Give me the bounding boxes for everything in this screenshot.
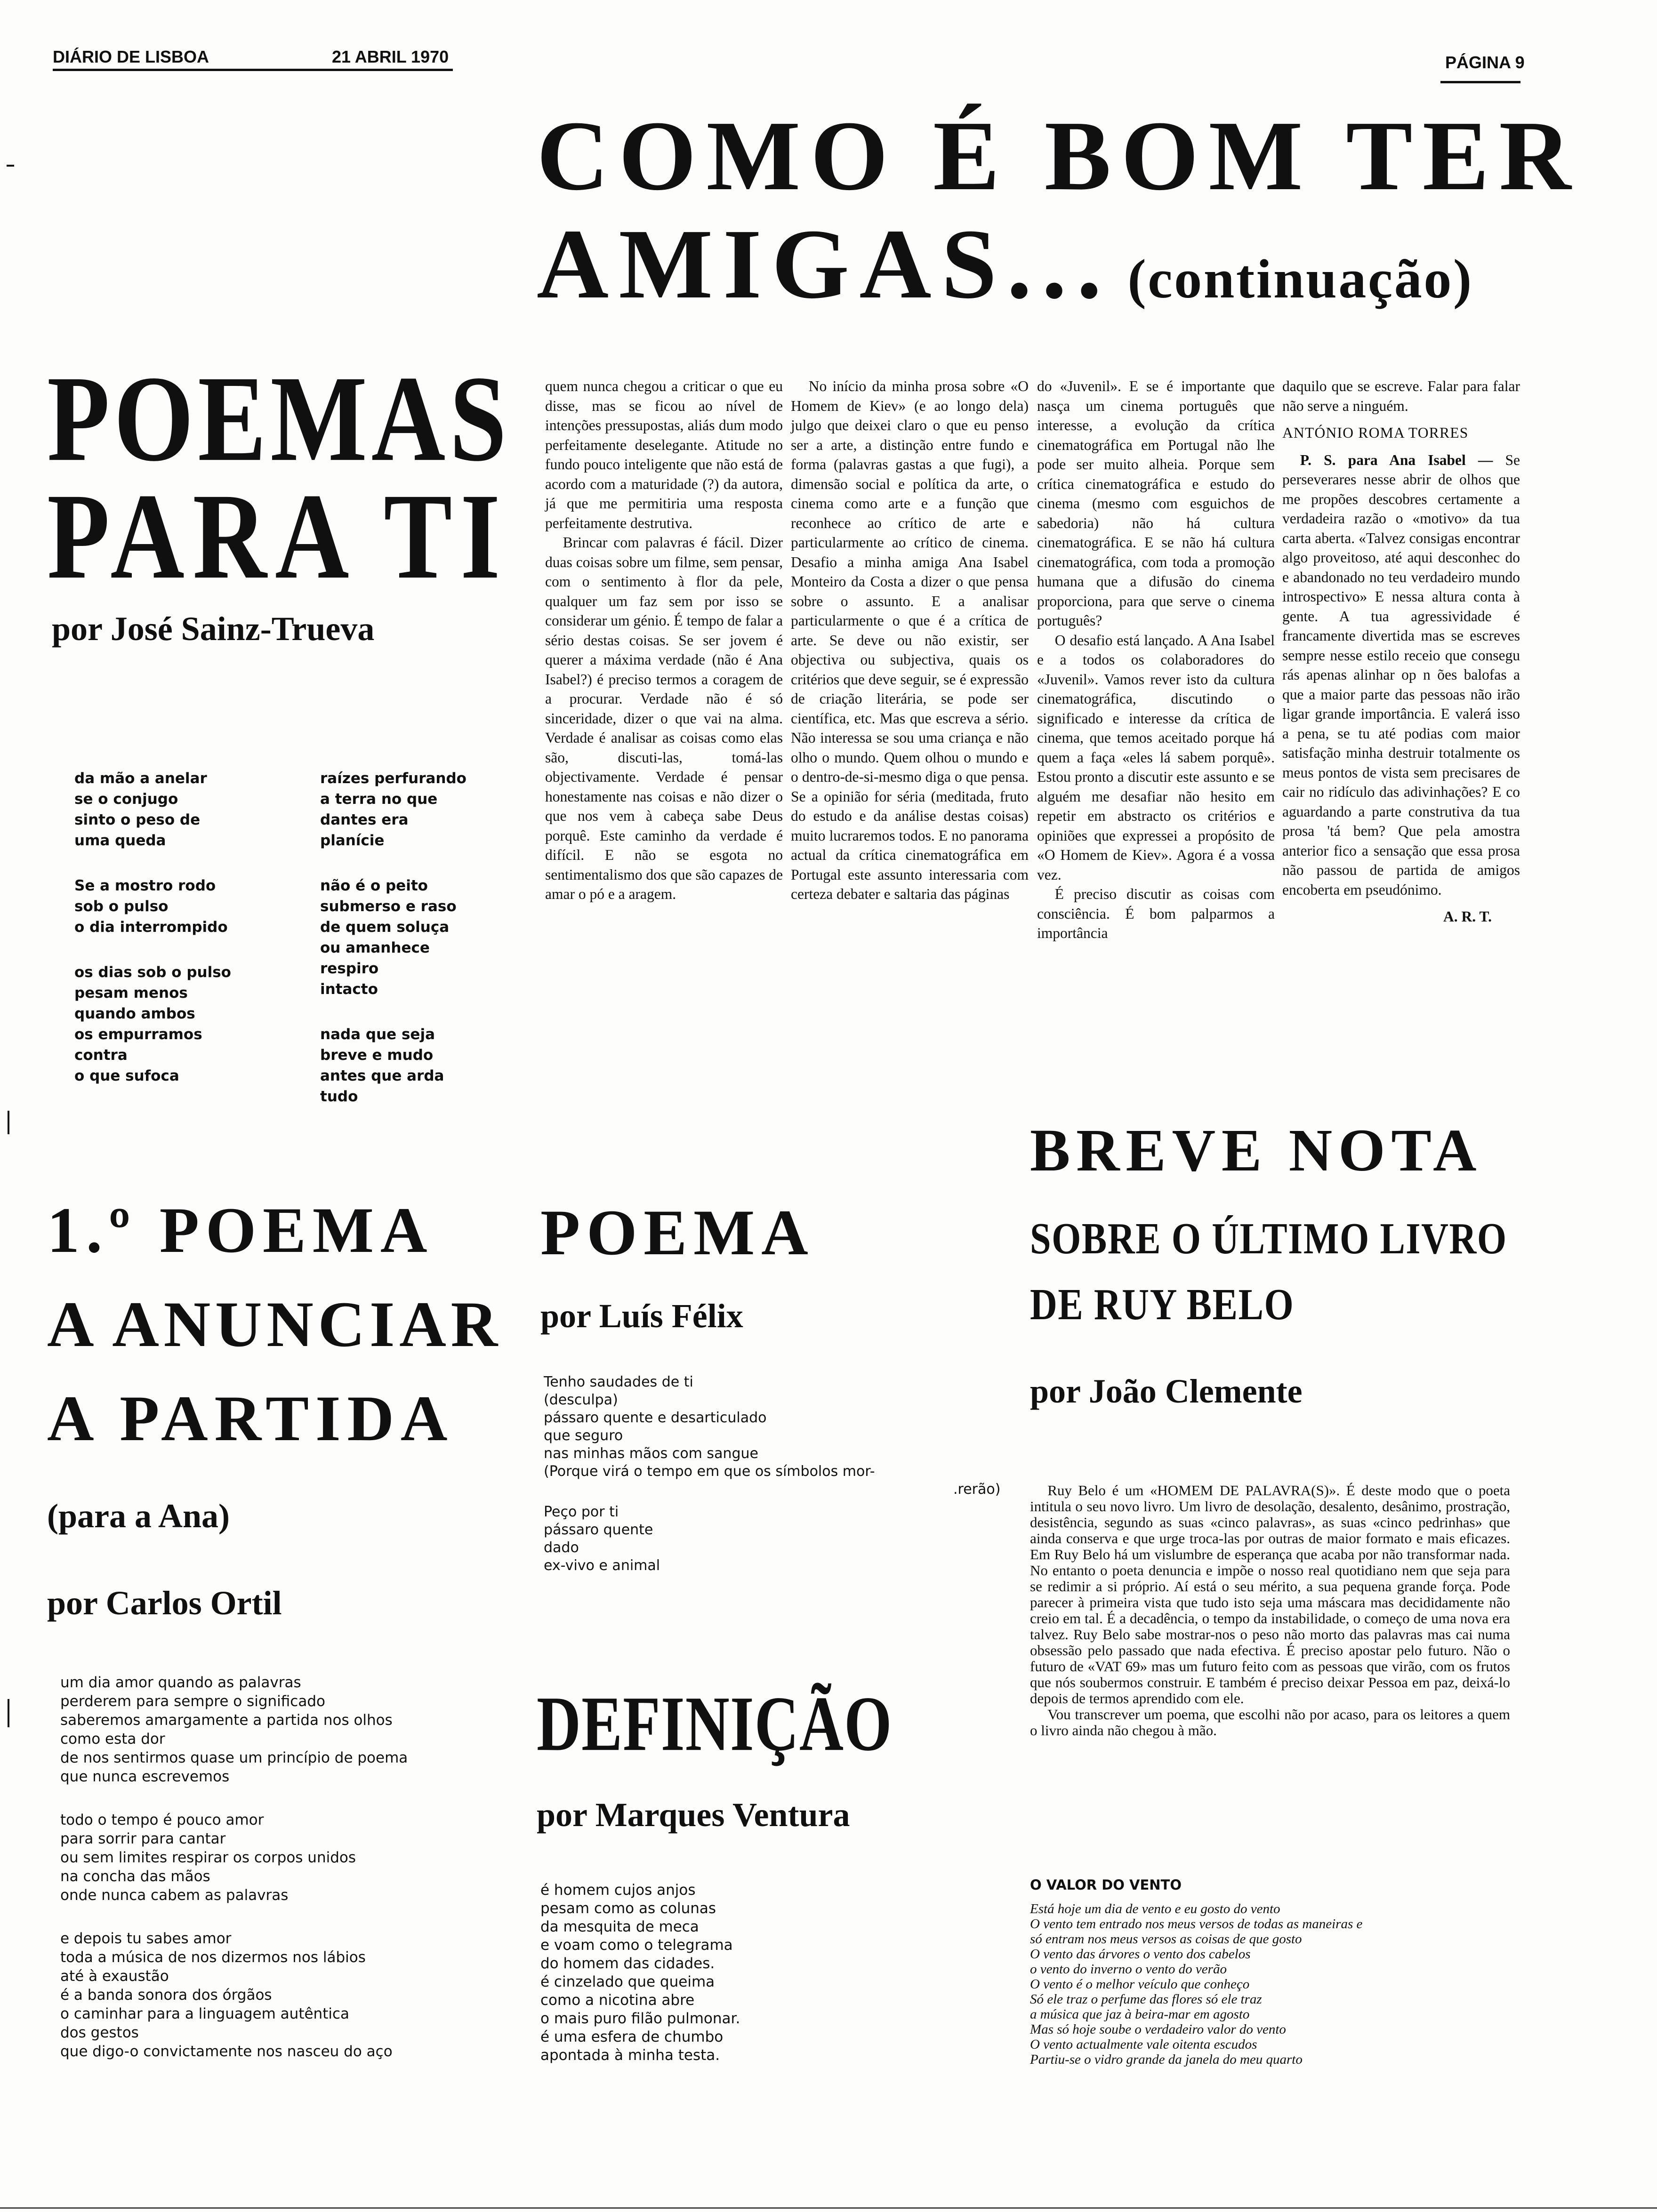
poem-line: breve e mudo xyxy=(320,1047,434,1064)
vento-poem xyxy=(1030,1901,1362,2067)
article-paragraph: daquilo que se escreve. Falar para falar não serve a ninguém. xyxy=(1282,378,1520,414)
poem-line: como esta dor xyxy=(60,1731,165,1747)
poem-line: contra xyxy=(74,1047,128,1064)
poem-line: O vento tem entrado nos meus versos de todas as maneiras e xyxy=(1030,1916,1363,1931)
article-paragraph: No início da minha prosa sobre «O Homem de Kiev» (e ao longo dela) julgo que deixei claro o que eu penso ser a arte, a distinção entre fundo e forma (palavras gastas a que fugi), a dimensão social e política da arte, o cinema como arte e a função que reconhece ao crítico de arte e particularmente ao crítico de cinema. Desafio a minha amiga Ana Isabel Monteiro da Costa a dizer o que pensa sobre o assunto. E a analisar particularmente o que é a crítica de arte. Se deve ou não existir, ser objectiva ou subjectiva, quais os critérios que deve seguir, se é expressão de criação literária, se pode ser científica, etc. Mas que escreva a sério. Não interessa se sou uma criança e não olho o mundo. Quem olhou o mundo e o dentro-de-si-mesmo diga o que pensa. Se a opinião for séria (meditada, fruto do estudo e da análise destas coisas) muito lucraremos todos. E no panorama actual da crítica cinematográfica em Portugal este assunto interessaria com certeza debater e saltaria das páginas xyxy=(791,378,1029,902)
poem-line: da mão a anelar xyxy=(74,770,207,787)
poem-line: o mais puro filão pulmonar. xyxy=(540,2010,740,2027)
poem-line: ou sem limites respirar os corpos unidos xyxy=(60,1849,356,1866)
primeiro-poema-title-1: 1.º POEMA xyxy=(47,1194,434,1266)
poem-line: dos gestos xyxy=(60,2024,139,2041)
definicao-body xyxy=(540,1881,870,2065)
poem-line: (desculpa) xyxy=(544,1392,618,1408)
poem-line: saberemos amargamente a partida nos olhos xyxy=(60,1712,393,1729)
poem-line: o dia interrompido xyxy=(74,919,228,936)
article-column-4 xyxy=(1282,377,1520,927)
issue-date: 21 ABRIL 1970 xyxy=(332,47,449,66)
poem-line: é uma esfera de chumbo xyxy=(540,2028,724,2045)
poem-line: Peço por ti xyxy=(544,1504,619,1520)
poem-line: dado xyxy=(544,1539,579,1556)
poem-line: Está hoje um dia de vento e eu gosto do vento xyxy=(1030,1901,1280,1916)
article-column-3 xyxy=(1037,377,1275,943)
article-column-1 xyxy=(545,377,783,904)
primeiro-poema-byline: por Carlos Ortil xyxy=(47,1584,282,1622)
poem-line: que nunca escrevemos xyxy=(60,1768,230,1785)
poem-line: como a nicotina abre xyxy=(540,1992,695,2009)
article-author: ANTÓNIO ROMA TORRES xyxy=(1282,425,1469,441)
breve-nota-body xyxy=(1030,1483,1510,1739)
poem-line: pássaro quente xyxy=(544,1522,653,1538)
poem-stanza xyxy=(544,1503,1014,1575)
page-rule xyxy=(1440,81,1520,83)
postscript xyxy=(1282,450,1520,900)
poem-line: que seguro xyxy=(544,1427,623,1444)
poem-stanza xyxy=(60,1811,531,1905)
vento-poem-title: O VALOR DO VENTO xyxy=(1030,1877,1182,1893)
definicao-byline: por Marques Ventura xyxy=(537,1796,850,1834)
poem-line: que digo-o convictamente nos nasceu do aço xyxy=(60,2043,393,2060)
poem-line: o caminhar para a linguagem autêntica xyxy=(60,2005,350,2022)
primeiro-poema-title-2: A ANUNCIAR xyxy=(47,1288,502,1360)
poem-line: quando ambos xyxy=(74,1005,195,1022)
poem-line: o vento do inverno o vento do verão xyxy=(1030,1962,1227,1977)
poem-line: os dias sob o pulso xyxy=(74,964,231,981)
poem-line: O vento é o melhor veículo que conheço xyxy=(1030,1977,1250,1992)
poem-line: respiro xyxy=(320,960,379,977)
article-paragraph: O desafio está lançado. A Ana Isabel e a todos os colaboradores do «Juvenil». Vamos rever isto da cultura cinematográfica, discutindo o significado e interesse da crítica de cinema, que temos aceitado porque há quem a faça «eles lá sabem porquê». Estou pronto a discutir este assunto e se alguém me desafiar não hesito em repetir em abstracto os critérios e opiniões que expressei a propósito de «O Homem de Kiev». Agora é a vossa vez. xyxy=(1037,632,1275,883)
poem-line: raízes perfurando xyxy=(320,770,467,787)
primeiro-poema-title-3: A PARTIDA xyxy=(47,1382,454,1454)
poem-line: Tenho saudades de ti xyxy=(544,1374,693,1390)
poem-line: um dia amor quando as palavras xyxy=(60,1674,301,1691)
poemas-title-line1: POEMAS xyxy=(47,351,511,487)
poema-felix-title: POEMA xyxy=(540,1196,815,1268)
poem-stanza xyxy=(74,768,296,851)
poem-line: sob o pulso xyxy=(74,898,169,915)
poem-line: do homem das cidades. xyxy=(540,1955,715,1972)
poem-line: se o conjugo xyxy=(74,791,178,808)
poem-line: é homem cujos anjos xyxy=(540,1882,696,1899)
poem-line: (Porque virá o tempo em que os símbolos mor- xyxy=(544,1463,875,1480)
poem-line: sinto o peso de xyxy=(74,811,201,828)
poem-line: submerso e raso xyxy=(320,898,457,915)
poem-line: Partiu-se o vidro grande da janela do meu quarto xyxy=(1030,2052,1303,2067)
poem-line: pesam como as colunas xyxy=(540,1900,716,1917)
poem-stanza xyxy=(544,1373,1014,1499)
poem-line: só entram nos meus versos as coisas de que gosto xyxy=(1030,1931,1302,1947)
poem-line: nas minhas mãos com sangue xyxy=(544,1445,758,1462)
poem-line: apontada à minha testa. xyxy=(540,2047,720,2064)
poem-line: a terra no que xyxy=(320,791,438,808)
breve-nota-paragraph: Ruy Belo é um «HOMEM DE PALAVRA(S)». É deste modo que o poeta intitula o seu novo livro. Um livro de desolação, desalento, desânimo, prostração, desistência, segundo as suas «cinco palavras», as suas «cinco pedrinhas» que ainda conserva e que urge troca-las por outras de maior formato e mais eficazes. Em Ruy Belo há um vislumbre de esperança que acaba por não transformar nada. No entanto o poeta denuncia e impõe o nosso real quotidiano nem que seja para se redimir a si próprio. Aí está o seu mérito, a sua pequena grande força. Pode parecer à primeira vista que tudo isto seja uma máscara mas decididamente não creio em tal. É a decadência, o tempo da instabilidade, o começo de uma nova era talvez. Ruy Belo sabe mostrar-nos o peso não morto das palavras mas cai numa obsessão pelo passado que nada efectiva. É preciso apostar pelo futuro. Não o futuro de «VAT 69» mas um futuro feito com as pessoas que virão, com os frutos que nós soubermos construir. E também é preciso deixar Pessoa em paz, deixá-lo depois de termos aprendido com ele. xyxy=(1030,1482,1510,1707)
poem-line: .rerão) xyxy=(953,1481,1001,1498)
poem-line: de quem soluça xyxy=(320,919,450,936)
breve-nota-subtitle-1: SOBRE O ÚLTIMO LIVRO xyxy=(1030,1214,1507,1264)
poem-line: O vento das árvores o vento dos cabelos xyxy=(1030,1947,1251,1962)
poem-stanza xyxy=(320,1024,518,1107)
poem-line: nada que seja xyxy=(320,1026,435,1043)
poem-line: pesam menos xyxy=(74,985,188,1002)
poem-line: os empurramos xyxy=(74,1026,202,1043)
margin-mark xyxy=(8,1699,9,1727)
article-column-2 xyxy=(791,377,1029,904)
poem-line: o que sufoca xyxy=(74,1067,179,1084)
main-title-line1: COMO É BOM TER xyxy=(537,100,1581,211)
article-initials: A. R. T. xyxy=(1443,908,1492,925)
poem-line: a música que jaz à beira-mar em agosto xyxy=(1030,2007,1250,2022)
poem-line: até à exaustão xyxy=(60,1968,169,1985)
poem-stanza xyxy=(320,875,518,1000)
header-rule xyxy=(53,69,453,71)
postscript-label: P. S. para Ana Isabel — xyxy=(1300,451,1493,468)
poem-line: toda a música de nos dizermos nos lábios xyxy=(60,1949,366,1966)
poem-line: dantes era xyxy=(320,811,409,828)
poem-line: perderem para sempre o significado xyxy=(60,1693,325,1710)
poem-line: Só ele traz o perfume das flores só ele traz xyxy=(1030,1992,1262,2007)
bottom-edge-rule xyxy=(0,2207,1657,2209)
poem-line: é a banda sonora dos órgãos xyxy=(60,1987,272,2004)
poem-stanza xyxy=(74,875,296,938)
breve-nota-paragraph: Vou transcrever um poema, que escolhi não por acaso, para os leitores a quem o livro ainda não chegou à mão. xyxy=(1030,1706,1510,1739)
poem-line: não é o peito xyxy=(320,877,428,894)
article-paragraph: É preciso discutir as coisas com consciência. É bom palparmos a importância xyxy=(1037,886,1275,941)
poema-felix-body xyxy=(544,1373,1014,1599)
poemas-right-column xyxy=(320,768,518,1131)
primeiro-poema-body xyxy=(60,1673,531,2085)
poem-line: e voam como o telegrama xyxy=(540,1937,733,1954)
poem-line: e depois tu sabes amor xyxy=(60,1930,232,1947)
main-title-line2 xyxy=(537,208,1473,319)
poem-line: planície xyxy=(320,832,385,849)
poema-felix-byline: por Luís Félix xyxy=(540,1297,743,1335)
margin-mark xyxy=(7,165,14,167)
poem-line: antes que arda xyxy=(320,1067,444,1084)
postscript-text: Se perseverares nesse abrir de olhos que me propões descobres certamente a verdadeira razão o «motivo» da tua carta aberta. «Talvez consigas encontrar algo proveitoso, até aqui desconhec do e abandonado no teu verdadeiro mundo introspectivo» E nessa altura conta à gente. A tua agressividade é francamente divertida mas se escreves sempre nesse estilo receio que consegu rás apenas alinhar op n ões balofas a que a maior parte das pessoas não irão ligar grande importância. E valerá isso a pena, se tu até podias com maior satisfação minha destruir totalmente os meus pontos de vista sem precisares de cair no ridículo das adivinhações? E co aguardando a parte construtiva da tua prosa 'tá bem? Que pela amostra anterior fico a sensação que essa prosa não passou de partida de amigos encoberta em pseudónimo. xyxy=(1282,451,1520,898)
poem-line: da mesquita de meca xyxy=(540,1918,699,1935)
page-number: PÁGINA 9 xyxy=(1445,53,1525,72)
definicao-title: DEFINIÇÃO xyxy=(537,1681,893,1768)
poem-stanza xyxy=(60,1929,531,2061)
main-title-continuation: (continuação) xyxy=(1127,248,1473,310)
main-title-amigas: AMIGAS... xyxy=(537,208,1112,319)
poem-line: para sorrir para cantar xyxy=(60,1830,226,1847)
poem-line: onde nunca cabem as palavras xyxy=(60,1887,289,1904)
poem-line: de nos sentirmos quase um princípio de poema xyxy=(60,1749,408,1766)
poem-line: é cinzelado que queima xyxy=(540,1973,715,1990)
poem-line: uma queda xyxy=(74,832,166,849)
poem-line: ou amanhece xyxy=(320,939,430,956)
article-paragraph: Brincar com palavras é fácil. Dizer duas coisas sobre um filme, sem pensar, com o sentimento à flor da pele, qualquer um faz sem por isso se considerar um génio. É tempo de falar a sério destas coisas. Se ser jovem é querer a máxima verdade (não é Ana Isabel?) é preciso termos a coragem de a procurar. Verdade não é só sinceridade, dizer o que vai na alma. Verdade é analisar as coisas como elas são, discuti-las, tomá-las objectivamente. Verdade é pensar honestamente nas coisas e não dizer o que nos vem à cabeça sabe Deus porquê. Este caminho da verdade é difícil. E não se esgota no sentimentalismo dos que são capazes de amar o pó e a aragem. xyxy=(545,534,783,902)
poem-line: pássaro quente e desarticulado xyxy=(544,1410,767,1426)
poem-line: Mas só hoje soube o verdadeiro valor do vento xyxy=(1030,2022,1286,2037)
poem-line: tudo xyxy=(320,1088,358,1105)
poem-line: O vento actualmente vale oitenta escudos xyxy=(1030,2037,1257,2052)
poemas-byline: por José Sainz-Trueva xyxy=(52,610,375,648)
margin-mark xyxy=(8,1111,9,1134)
poem-line: ex-vivo e animal xyxy=(544,1557,660,1574)
poem-line: intacto xyxy=(320,981,378,998)
article-paragraph: quem nunca chegou a criticar o que eu disse, mas se ficou ao nível de intenções pressupostas, aliás dum modo perfeitamente deselegante. Atitude no fundo pouco inteligente que não está de acordo com a maturidade (?) da autora, já que me permitiria uma resposta perfeitamente destrutiva. xyxy=(545,378,783,531)
breve-nota-subtitle-2: DE RUY BELO xyxy=(1030,1280,1295,1330)
breve-nota-title: BREVE NOTA xyxy=(1030,1117,1483,1184)
poem-stanza xyxy=(60,1673,531,1786)
poem-stanza xyxy=(74,962,296,1086)
poemas-left-column xyxy=(74,768,296,1111)
poem-line: na concha das mãos xyxy=(60,1868,210,1885)
article-paragraph: do «Juvenil». E se é importante que nasça um cinema português que interesse, a evolução da crítica cinematográfica em Portugal não lhe pode ser muito alheia. Porque sem crítica cinematográfica e estudo do cinema (mesmo com esguichos de sabedoria) não há cultura cinematográfica. E se não há cultura cinematográfica, com toda a promoção humana que a difusão do cinema proporciona, para que serve o cinema português? xyxy=(1037,378,1275,629)
newspaper-name: DIÁRIO DE LISBOA xyxy=(53,47,209,66)
primeiro-poema-dedication: (para a Ana) xyxy=(47,1497,230,1535)
poem-line: Se a mostro rodo xyxy=(74,877,216,894)
poem-line: todo o tempo é pouco amor xyxy=(60,1811,264,1828)
breve-nota-byline: por João Clemente xyxy=(1030,1372,1303,1410)
poemas-title-line2: PARA TI xyxy=(47,468,509,605)
poem-stanza xyxy=(320,768,518,851)
